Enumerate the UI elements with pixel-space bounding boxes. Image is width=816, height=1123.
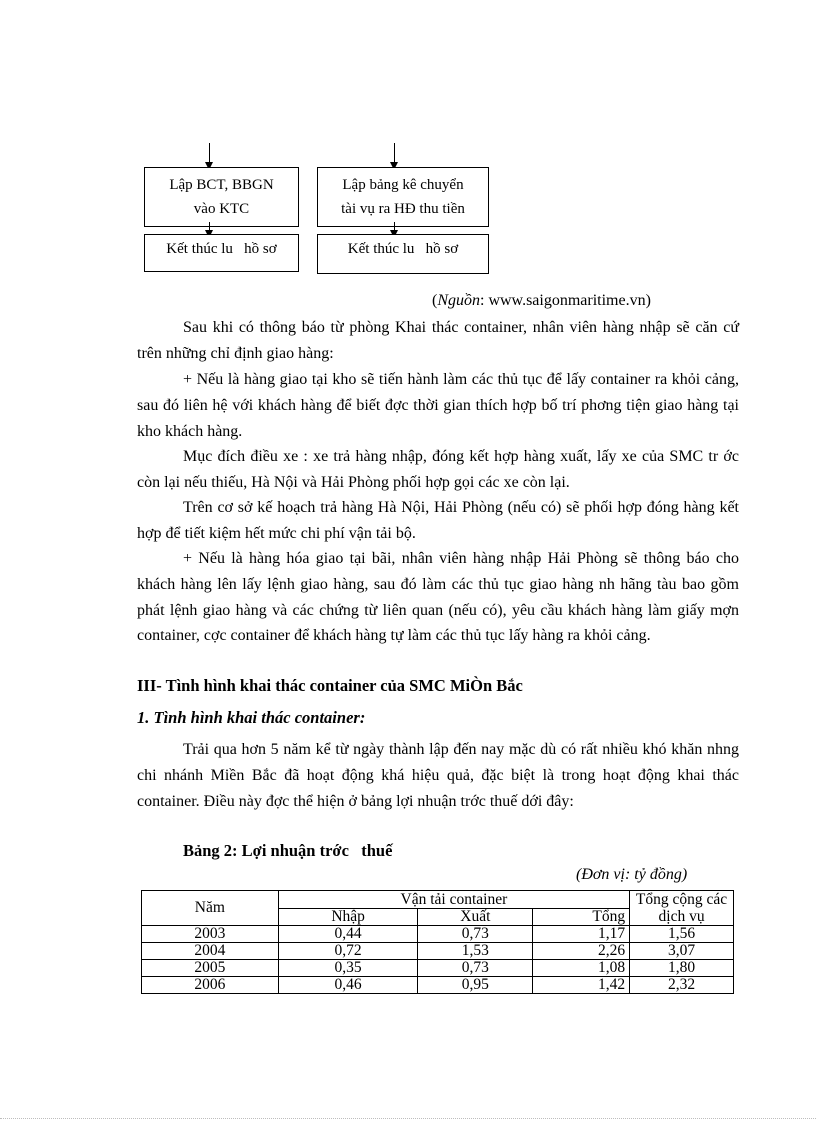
cell-all: 3,07 [630,943,734,960]
cell-import: 0,46 [278,977,418,994]
cell-year: 2003 [142,926,279,943]
flow-box-line: vào KTC [193,201,250,217]
cell-year: 2006 [142,977,279,994]
cell-export: 0,73 [418,960,533,977]
table-row [142,977,734,994]
header-import: Nhập [278,908,418,926]
section-heading: III- Tình hình khai thác container của SMC MiÒn Bắc [137,676,523,695]
cell-total: 2,26 [533,943,630,960]
table-row [142,960,734,977]
header-export: Xuất [418,908,533,926]
cell-import: 0,72 [278,943,418,960]
cell-year: 2004 [142,943,279,960]
header-group: Vận tải container [278,891,629,909]
cell-export: 0,73 [418,926,533,943]
source-citation: (Nguồn: www.saigonmaritime.vn) [432,292,651,309]
paragraph: + Nếu là hàng hóa giao tại bãi, nhân viên hàng nhập Hải Phòng sẽ thông báo cho khách hàng lên lấy lệnh giao hàng, sau đó làm các thủ tục giao hàng nh hãng tàu bao gồm phát lệnh giao hàng và các chứng từ liên quan (nếu có), yêu cầu khách hàng làm giấy mợn container, cợc container để khách hàng tự làm các thủ tục lấy hàng ra khỏi cảng. [137,550,739,645]
cell-import: 0,35 [278,960,418,977]
subsection-heading: 1. Tình hình khai thác container: [137,708,366,727]
cell-total: 1,17 [533,926,630,943]
cell-export: 0,95 [418,977,533,994]
flow-box-text: Kết thúc lu hồ sơ [166,241,277,257]
cell-total: 1,42 [533,977,630,994]
cell-total: 1,08 [533,960,630,977]
page-bottom-rule [0,1118,816,1120]
flow-box-ket-thuc-left [144,234,299,272]
cell-all: 1,80 [630,960,734,977]
flow-box-line: Lập bảng kê chuyển [342,177,464,193]
source-text: : www.saigonmaritime.vn) [480,292,651,309]
paragraph: + Nếu là hàng giao tại kho sẽ tiến hành làm các thủ tục để lấy container ra khỏi cảng, sau đó liên hệ với khách hàng để biết đợc thời gian thích hợp bố trí phơng tiện giao hàng tại kho khách hàng. [137,371,739,440]
profit-table [141,890,734,994]
flow-box-lap-bct [144,167,299,227]
cell-export: 1,53 [418,943,533,960]
cell-import: 0,44 [278,926,418,943]
cell-year: 2005 [142,960,279,977]
cell-all: 2,32 [630,977,734,994]
header-total: Tổng [533,908,630,926]
flow-box-lap-bang-ke [317,167,489,227]
table-header-row [142,891,734,909]
intro-paragraph: Trải qua hơn 5 năm kể từ ngày thành lập đến nay mặc dù có rất nhiều khó khăn nhng chi nhánh Miền Bắc đã hoạt động khá hiệu quả, đặc biệt là trong hoạt động khai thác container. Điều này đợc thể hiện ở bảng lợi nhuận trớc thuế dới đây: [137,741,739,810]
table-row [142,943,734,960]
flow-box-ket-thuc-right [317,234,489,274]
table-title: Bảng 2: Lợi nhuận trớc thuế [183,841,393,860]
paragraph: Sau khi có thông báo từ phòng Khai thác container, nhân viên hàng nhập sẽ căn cứ trên những chỉ định giao hàng: [137,319,739,362]
paragraph: Mục đích điều xe : xe trả hàng nhập, đóng kết hợp hàng xuất, lấy xe của SMC tr ớc còn lại nếu thiếu, Hà Nội và Hải Phòng phối hợp gọi các xe còn lại. [137,448,739,491]
flow-box-text: Kết thúc lu hồ sơ [347,241,459,257]
table-row [142,926,734,943]
header-year: Năm [142,891,279,926]
paragraph: Trên cơ sở kế hoạch trả hàng Hà Nội, Hải Phòng (nếu có) sẽ phối hợp đóng hàng kết hợp để tiết kiệm hết mức chi phí vận tải bộ. [137,499,739,542]
source-label: Nguồn [437,292,480,309]
unit-note: (Đơn vị: tỷ đồng) [576,866,688,883]
flow-box-line: tài vụ ra HĐ thu tiền [341,201,465,217]
header-all-services: Tổng cộng các dịch vụ [630,891,734,926]
flow-box-line: Lập BCT, BBGN [169,177,274,193]
cell-all: 1,56 [630,926,734,943]
